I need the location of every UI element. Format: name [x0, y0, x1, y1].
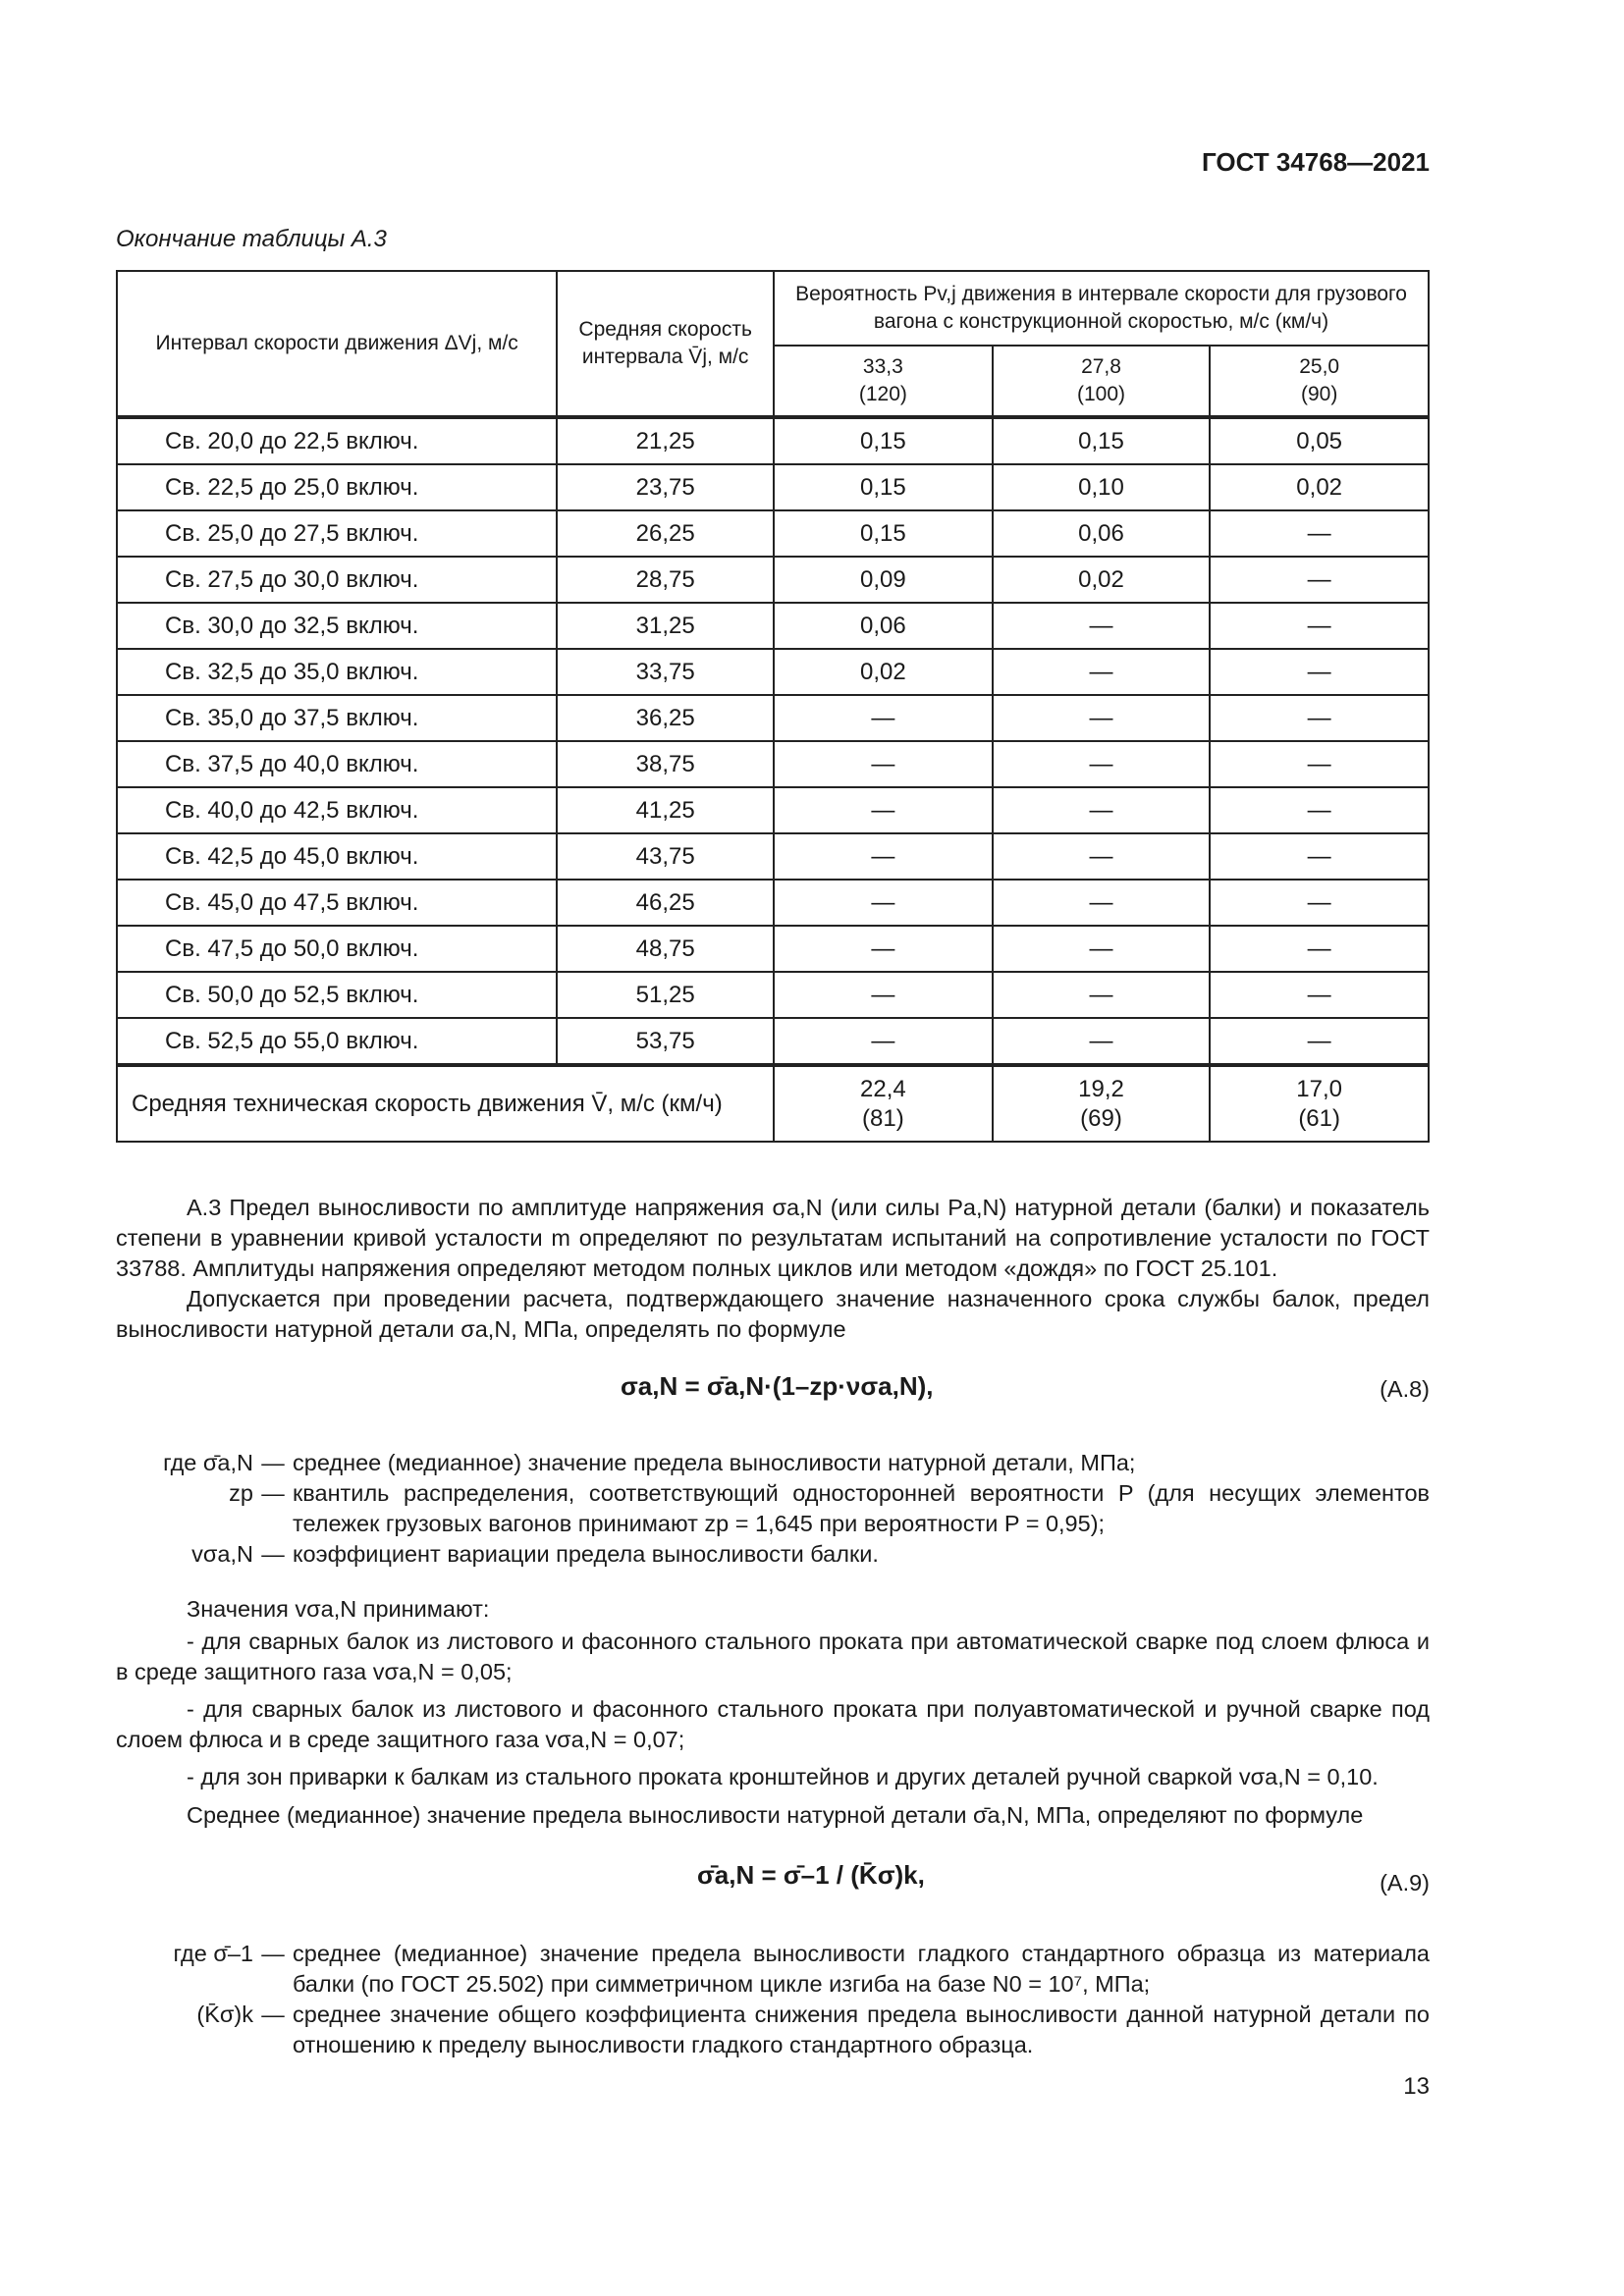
footer-label: Средняя техническая скорость движения V̄, м/с (км/ч)	[117, 1065, 774, 1142]
definition-term: vσa,N	[191, 1541, 253, 1567]
probability-cell: —	[993, 695, 1211, 741]
col-header-avg-speed: Средняя скорость интервала V̄j, м/с	[557, 271, 774, 417]
probability-cell: 0,05	[1210, 417, 1429, 464]
probability-cell: —	[1210, 1018, 1429, 1065]
definition-term: где σ̄a,N	[163, 1450, 253, 1475]
definition-term: где σ̄–1	[173, 1941, 253, 1966]
avg-speed-cell: 53,75	[557, 1018, 774, 1065]
definition-text: коэффициент вариации предела выносливости балки.	[293, 1541, 879, 1567]
avg-speed-cell: 36,25	[557, 695, 774, 741]
definition-item	[116, 1939, 1430, 2000]
probability-cell: —	[1210, 926, 1429, 972]
avg-speed-cell: 38,75	[557, 741, 774, 787]
avg-speed-cell: 33,75	[557, 649, 774, 695]
interval-cell: Св. 37,5 до 40,0 включ.	[117, 741, 557, 787]
probability-cell: —	[1210, 741, 1429, 787]
probability-cell: 0,15	[774, 417, 993, 464]
footer-value: 19,2 (69)	[993, 1065, 1211, 1142]
table-row	[117, 649, 1429, 695]
definitions-a9	[116, 1939, 1430, 2060]
table-row	[117, 787, 1429, 833]
definition-dash: —	[261, 2002, 285, 2027]
interval-cell: Св. 45,0 до 47,5 включ.	[117, 880, 557, 926]
probability-cell: 0,15	[993, 417, 1211, 464]
speed-col-header: 27,8 (100)	[993, 346, 1211, 417]
probability-cell: —	[1210, 557, 1429, 603]
definition-term: zp	[229, 1480, 253, 1506]
paragraph-case-2: - для сварных балок из листового и фасонного стального проката при полуавтоматической и ручной сварке под слоем флюса и в среде защитного газа vσa,N = 0,07;	[116, 1696, 1430, 1752]
col-header-probability: Вероятность Pv,j движения в интервале скорости для грузового вагона с конструкционной скоростью, м/с (км/ч)	[774, 271, 1429, 346]
definition-dash: —	[261, 1480, 285, 1506]
avg-speed-cell: 31,25	[557, 603, 774, 649]
equation-number-a9: (А.9)	[1380, 1870, 1430, 1896]
probability-cell: 0,09	[774, 557, 993, 603]
paragraph-a3: А.3 Предел выносливости по амплитуде напряжения σa,N (или силы Pa,N) натурной детали (балки) и показатель степени в уравнении кривой усталости m определяют по результатам испытаний на сопротивление усталости по ГОСТ 33788. Амплитуды напряжения определяют методом полных циклов или методом «дождя» по ГОСТ 25.101.	[116, 1195, 1430, 1281]
probability-cell: —	[993, 972, 1211, 1018]
table-row	[117, 972, 1429, 1018]
avg-speed-cell: 43,75	[557, 833, 774, 880]
probability-cell: 0,06	[993, 510, 1211, 557]
col-header-interval: Интервал скорости движения ΔVj, м/с	[117, 271, 557, 417]
probability-cell: 0,10	[993, 464, 1211, 510]
probability-cell: —	[774, 1018, 993, 1065]
paragraph-values-intro: Значения vσa,N принимают:	[187, 1596, 490, 1622]
table-caption: Окончание таблицы А.3	[116, 226, 387, 252]
definition-text: среднее значение общего коэффициента снижения предела выносливости данной натурной детали по отношению к пределу выносливости гладкого стандартного образца.	[293, 2002, 1430, 2057]
interval-cell: Св. 25,0 до 27,5 включ.	[117, 510, 557, 557]
avg-speed-cell: 21,25	[557, 417, 774, 464]
interval-cell: Св. 30,0 до 32,5 включ.	[117, 603, 557, 649]
interval-cell: Св. 35,0 до 37,5 включ.	[117, 695, 557, 741]
table-row	[117, 557, 1429, 603]
probability-cell: 0,02	[993, 557, 1211, 603]
probability-cell: —	[1210, 603, 1429, 649]
probability-cell: —	[993, 833, 1211, 880]
avg-speed-cell: 48,75	[557, 926, 774, 972]
probability-cell: 0,15	[774, 464, 993, 510]
table-row	[117, 695, 1429, 741]
interval-cell: Св. 52,5 до 55,0 включ.	[117, 1018, 557, 1065]
definition-text: квантиль распределения, соответствующий односторонней вероятности P (для несущих элементов тележек грузовых вагонов принимают zp = 1,645 при вероятности P = 0,95);	[293, 1480, 1430, 1536]
paragraph-formula-intro: Допускается при проведении расчета, подтверждающего значение назначенного срока службы балок, предел выносливости натурной детали σa,N, МПа, определять по формуле	[116, 1286, 1430, 1342]
interval-cell: Св. 32,5 до 35,0 включ.	[117, 649, 557, 695]
probability-cell: —	[993, 787, 1211, 833]
probability-cell: —	[1210, 649, 1429, 695]
footer-value: 17,0 (61)	[1210, 1065, 1429, 1142]
probability-cell: —	[993, 926, 1211, 972]
probability-cell: —	[993, 741, 1211, 787]
definition-item	[116, 2000, 1430, 2060]
paragraph-case-3: - для зон приварки к балкам из стального проката кронштейнов и других деталей ручной сваркой vσa,N = 0,10.	[187, 1764, 1379, 1789]
table-row	[117, 833, 1429, 880]
probability-cell: —	[774, 695, 993, 741]
probability-cell: —	[993, 1018, 1211, 1065]
avg-speed-cell: 46,25	[557, 880, 774, 926]
probability-cell: —	[993, 880, 1211, 926]
interval-cell: Св. 22,5 до 25,0 включ.	[117, 464, 557, 510]
avg-speed-cell: 51,25	[557, 972, 774, 1018]
table-row	[117, 741, 1429, 787]
definition-dash: —	[261, 1450, 285, 1475]
probability-cell: 0,06	[774, 603, 993, 649]
paragraph-case-1: - для сварных балок из листового и фасонного стального проката при автоматической сварке под слоем флюса и в среде защитного газа vσa,N = 0,05;	[116, 1629, 1430, 1684]
document-id: ГОСТ 34768—2021	[1202, 147, 1430, 177]
probability-cell: —	[774, 926, 993, 972]
probability-cell: —	[1210, 510, 1429, 557]
paragraph-formula-intro-2: Среднее (медианное) значение предела выносливости натурной детали σ̄a,N, МПа, определяют по формуле	[187, 1802, 1364, 1828]
table-row	[117, 417, 1429, 464]
definitions-a8	[116, 1448, 1430, 1570]
avg-speed-cell: 41,25	[557, 787, 774, 833]
table-footer-row	[117, 1065, 1429, 1142]
definition-text: среднее (медианное) значение предела выносливости натурной детали, МПа;	[293, 1450, 1136, 1475]
probability-cell: —	[1210, 695, 1429, 741]
avg-speed-cell: 28,75	[557, 557, 774, 603]
table-row	[117, 464, 1429, 510]
avg-speed-cell: 23,75	[557, 464, 774, 510]
definition-item	[116, 1539, 1430, 1570]
probability-cell: —	[1210, 972, 1429, 1018]
interval-cell: Св. 20,0 до 22,5 включ.	[117, 417, 557, 464]
probability-cell: —	[1210, 880, 1429, 926]
probability-cell: —	[774, 972, 993, 1018]
footer-value: 22,4 (81)	[774, 1065, 993, 1142]
page-number: 13	[1403, 2073, 1430, 2100]
definition-item	[116, 1448, 1430, 1478]
speed-col-header: 33,3 (120)	[774, 346, 993, 417]
interval-cell: Св. 40,0 до 42,5 включ.	[117, 787, 557, 833]
speed-col-header: 25,0 (90)	[1210, 346, 1429, 417]
probability-cell: —	[774, 880, 993, 926]
avg-speed-cell: 26,25	[557, 510, 774, 557]
formula-a9: σ̄a,N = σ̄–1 / (K̄σ)k,	[697, 1860, 925, 1890]
definition-text: среднее (медианное) значение предела выносливости гладкого стандартного образца из материала балки (по ГОСТ 25.502) при симметричном цикле изгиба на базе N0 = 10⁷, МПа;	[293, 1941, 1430, 1997]
probability-cell: —	[993, 649, 1211, 695]
interval-cell: Св. 27,5 до 30,0 включ.	[117, 557, 557, 603]
definition-dash: —	[261, 1941, 285, 1966]
probability-cell: 0,02	[774, 649, 993, 695]
probability-cell: —	[1210, 833, 1429, 880]
probability-cell: —	[993, 603, 1211, 649]
definition-dash: —	[261, 1541, 285, 1567]
interval-cell: Св. 47,5 до 50,0 включ.	[117, 926, 557, 972]
definition-term: (K̄σ)k	[196, 2002, 253, 2027]
interval-cell: Св. 50,0 до 52,5 включ.	[117, 972, 557, 1018]
probability-cell: —	[774, 833, 993, 880]
probability-cell: 0,15	[774, 510, 993, 557]
probability-cell: —	[774, 741, 993, 787]
probability-cell: 0,02	[1210, 464, 1429, 510]
table-row	[117, 880, 1429, 926]
table-row	[117, 1018, 1429, 1065]
table-row	[117, 510, 1429, 557]
formula-a8: σa,N = σ̄a,N·(1–zp·νσa,N),	[621, 1371, 934, 1401]
probability-table	[116, 270, 1430, 1143]
table-row	[117, 926, 1429, 972]
probability-cell: —	[774, 787, 993, 833]
interval-cell: Св. 42,5 до 45,0 включ.	[117, 833, 557, 880]
definition-item	[116, 1478, 1430, 1539]
table-row	[117, 603, 1429, 649]
equation-number-a8: (А.8)	[1380, 1376, 1430, 1402]
probability-cell: —	[1210, 787, 1429, 833]
